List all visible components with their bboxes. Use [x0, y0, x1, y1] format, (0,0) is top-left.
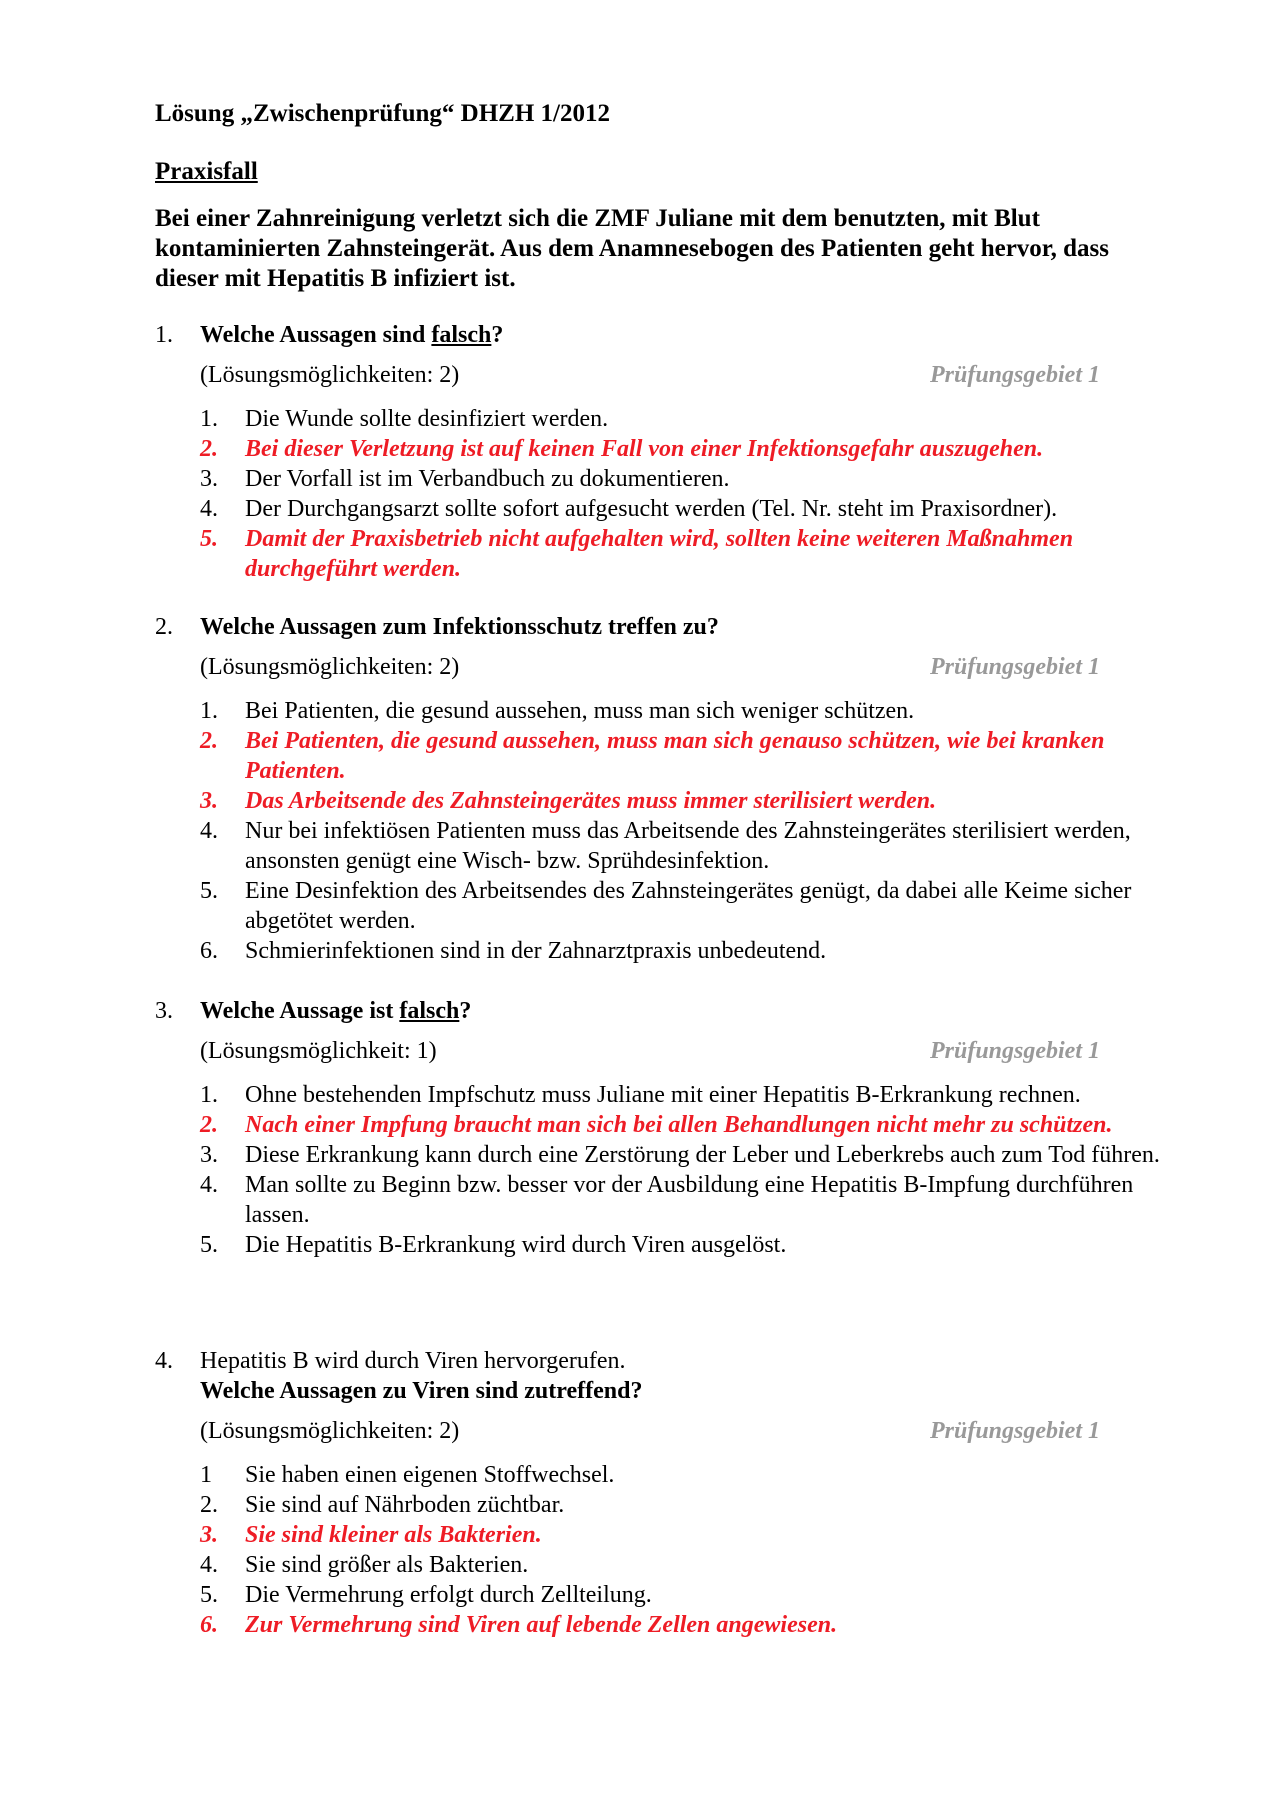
- question-number: 2.: [155, 614, 173, 640]
- correct-answer-option: 5. Damit der Praxisbetrieb nicht aufgehalten wird, sollten keine weiteren Maßnahmen durchgeführt werden.: [200, 526, 1074, 582]
- exam-area-label: Prüfungsgebiet 1: [929, 1038, 1100, 1064]
- answer-list: [200, 404, 1160, 584]
- answer-option: 1. Bei Patienten, die gesund aussehen, muss man sich weniger schützen.: [200, 698, 915, 724]
- answer-option: 4. Nur bei infektiösen Patienten muss das Arbeitsende des Zahnsteingerätes sterilisiert werden, ansonsten genügt eine Wisch- bzw. Sprühdesinfektion.: [200, 818, 1131, 874]
- case-heading: Praxisfall: [155, 158, 258, 185]
- question-3: [155, 996, 1165, 1260]
- answer-option: 2. Sie sind auf Nährboden züchtbar.: [200, 1492, 565, 1518]
- underlined-word: falsch: [431, 322, 492, 348]
- answer-option: 3. Diese Erkrankung kann durch eine Zerstörung der Leber und Leberkrebs auch zum Tod führen.: [200, 1142, 1160, 1168]
- question-number: 3.: [155, 998, 173, 1024]
- question-1: [155, 320, 1165, 584]
- correct-answer-option: 2. Nach einer Impfung braucht man sich bei allen Behandlungen nicht mehr zu schützen.: [200, 1112, 1113, 1138]
- document-title: Lösung „Zwischenprüfung“ DHZH 1/2012: [155, 100, 610, 127]
- answer-count-hint: (Lösungsmöglichkeiten: 2): [200, 654, 460, 680]
- answer-option: 1. Ohne bestehenden Impfschutz muss Juliane mit einer Hepatitis B-Erkrankung rechnen.: [200, 1082, 1081, 1108]
- answer-list: [200, 696, 1160, 966]
- underlined-word: falsch: [399, 998, 460, 1024]
- answer-option: 5. Die Hepatitis B-Erkrankung wird durch Viren ausgelöst.: [200, 1232, 787, 1258]
- question-text: Welche Aussage ist falsch?: [200, 998, 472, 1024]
- question-text: Hepatitis B wird durch Viren hervorgerufen. Welche Aussagen zu Viren sind zutreffend?: [200, 1348, 643, 1404]
- question-4: [155, 1346, 1165, 1640]
- answer-option: 4. Sie sind größer als Bakterien.: [200, 1552, 529, 1578]
- answer-count-hint: (Lösungsmöglichkeiten: 2): [200, 362, 460, 388]
- exam-area-label: Prüfungsgebiet 1: [929, 654, 1100, 680]
- answer-count-hint: (Lösungsmöglichkeit: 1): [200, 1038, 437, 1064]
- answer-list: [200, 1460, 1160, 1640]
- answer-option: 5. Eine Desinfektion des Arbeitsendes des Zahnsteingerätes genügt, da dabei alle Keime sicher abgetötet werden.: [200, 878, 1132, 934]
- correct-answer-option: 2. Bei Patienten, die gesund aussehen, muss man sich genauso schützen, wie bei kranken Patienten.: [200, 728, 1105, 784]
- answer-count-hint: (Lösungsmöglichkeiten: 2): [200, 1418, 460, 1444]
- case-description: Bei einer Zahnreinigung verletzt sich die ZMF Juliane mit dem benutzten, mit Blut kontaminierten Zahnsteingerät. Aus dem Anamnesebogen des Patienten geht hervor, dass dieser mit Hepatitis B infiziert ist.: [155, 205, 1109, 292]
- answer-option: 4. Der Durchgangsarzt sollte sofort aufgesucht werden (Tel. Nr. steht im Praxisordner).: [200, 496, 1058, 522]
- question-intro: Hepatitis B wird durch Viren hervorgerufen.: [200, 1348, 626, 1374]
- exam-area-label: Prüfungsgebiet 1: [929, 362, 1100, 388]
- correct-answer-option: 6. Zur Vermehrung sind Viren auf lebende Zellen angewiesen.: [200, 1612, 838, 1638]
- answer-option: 3. Der Vorfall ist im Verbandbuch zu dokumentieren.: [200, 466, 730, 492]
- answer-list: [200, 1080, 1160, 1260]
- answer-option: 6. Schmierinfektionen sind in der Zahnarztpraxis unbedeutend.: [200, 938, 827, 964]
- question-text: Welche Aussagen sind falsch?: [200, 322, 504, 348]
- question-number: 4.: [155, 1348, 173, 1374]
- question-number: 1.: [155, 322, 173, 348]
- answer-option: 1. Die Wunde sollte desinfiziert werden.: [200, 406, 609, 432]
- question-2: [155, 612, 1165, 966]
- answer-option: 1 Sie haben einen eigenen Stoffwechsel.: [200, 1462, 615, 1488]
- question-text: Welche Aussagen zum Infektionsschutz treffen zu?: [200, 614, 719, 640]
- answer-option: 5. Die Vermehrung erfolgt durch Zellteilung.: [200, 1582, 652, 1608]
- correct-answer-option: 3. Das Arbeitsende des Zahnsteingerätes muss immer sterilisiert werden.: [200, 788, 937, 814]
- correct-answer-option: 2. Bei dieser Verletzung ist auf keinen Fall von einer Infektionsgefahr auszugehen.: [200, 436, 1044, 462]
- correct-answer-option: 3. Sie sind kleiner als Bakterien.: [200, 1522, 542, 1548]
- exam-area-label: Prüfungsgebiet 1: [929, 1418, 1100, 1444]
- answer-option: 4. Man sollte zu Beginn bzw. besser vor der Ausbildung eine Hepatitis B-Impfung durchführen lassen.: [200, 1172, 1134, 1228]
